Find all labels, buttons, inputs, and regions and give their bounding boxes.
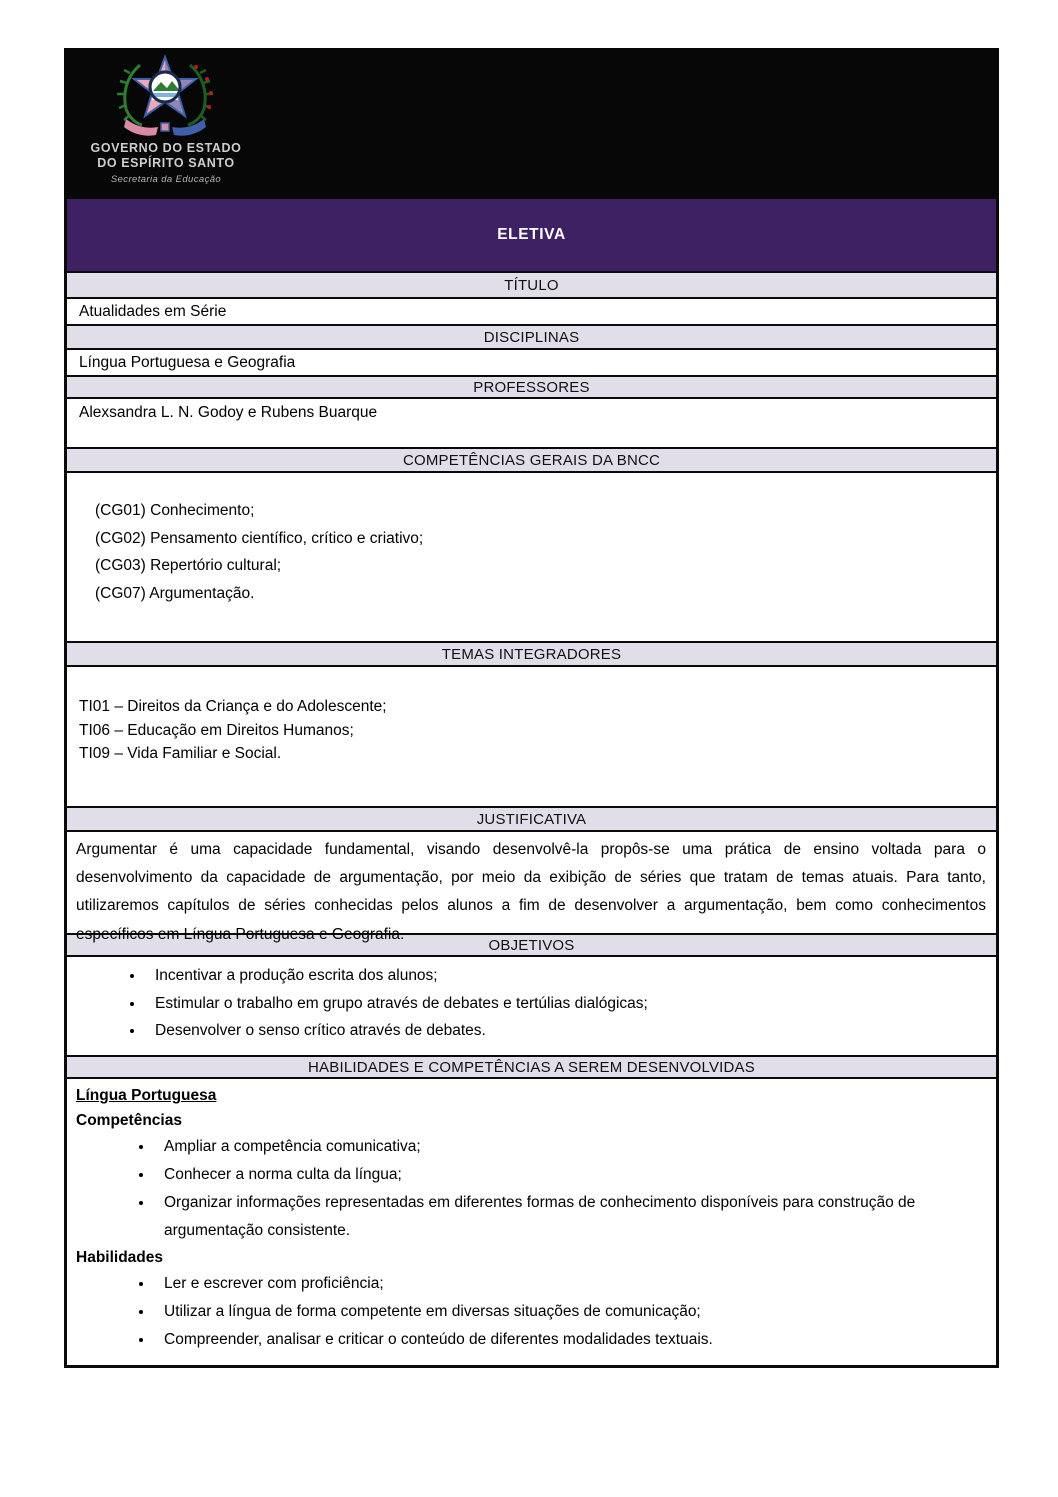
espirito-santo-coat-of-arms-icon [110, 53, 220, 141]
bncc-item: (CG03) Repertório cultural; [95, 557, 282, 574]
objetivos-content [67, 955, 996, 1055]
habilidade-item: • Compreender, analisar e criticar o conteúdo de diferentes modalidades textuais. [154, 1326, 978, 1354]
document-title-banner: ELETIVA [67, 199, 996, 271]
government-name-line1: GOVERNO DO ESTADO [90, 141, 242, 155]
competencia-item: • Ampliar a competência comunicativa; [154, 1133, 978, 1161]
bncc-item: (CG02) Pensamento científico, crítico e criativo; [95, 529, 424, 547]
professores-value: Alexsandra L. N. Godoy e Rubens Buarque [67, 397, 996, 447]
letterhead-text [70, 141, 262, 186]
justificativa-paragraph: Argumentar é uma capacidade fundamental, visando desenvolvê-la propôs-se uma prática de ensino voltada para o desenvolvimento da capacidade de argumentação, por meio da exibição de séries que tratam de temas atuais. Para tanto, utilizaremos capítulos de séries conhecidas pelos alunos a fim de desenvolver a argumentação, bem como conhecimentos específicos em Língua Portuguesa e Geografia. [76, 841, 986, 943]
objetivo-item: • Incentivar a produção escrita dos alunos; [145, 962, 980, 990]
objetivos-list [67, 962, 986, 1045]
secretaria-label: Secretaria da Educação [110, 174, 222, 185]
section-header-bncc: COMPETÊNCIAS GERAIS DA BNCC [67, 447, 996, 471]
bncc-item: (CG07) Argumentação. [95, 584, 255, 602]
subject-heading: Língua Portuguesa [76, 1087, 217, 1104]
habilidade-item: • Ler e escrever com proficiência; [154, 1270, 978, 1298]
justificativa-content [67, 830, 996, 943]
habilidade-item: • Utilizar a língua de forma competente em diversas situações de comunicação; [154, 1298, 978, 1326]
government-name-line2: DO ESPÍRITO SANTO [97, 155, 235, 170]
section-header-professores: PROFESSORES [67, 375, 996, 397]
tema-item: TI06 – Educação em Direitos Humanos; [79, 721, 354, 739]
titulo-value: Atualidades em Série [67, 297, 996, 324]
competencia-item: • Conhecer a norma culta da língua; [154, 1161, 978, 1189]
tema-item: TI01 – Direitos da Criança e do Adolescente; [79, 698, 387, 715]
habilidades-content [67, 1077, 996, 1365]
competencias-label: Competências [76, 1112, 182, 1129]
section-header-temas: TEMAS INTEGRADORES [67, 641, 996, 665]
competencia-item: • Organizar informações representadas em diferentes formas de conhecimento disponíveis para construção de argumentação consistente. [154, 1189, 978, 1245]
letterhead [64, 48, 999, 196]
bncc-content [67, 471, 996, 641]
course-plan-table [64, 196, 999, 1368]
section-header-habilidades: HABILIDADES E COMPETÊNCIAS A SEREM DESENVOLVIDAS [67, 1055, 996, 1077]
objetivo-item: • Estimular o trabalho em grupo através de debates e tertúlias dialógicas; [145, 990, 980, 1018]
habilidades-label: Habilidades [76, 1249, 163, 1266]
objetivo-item: • Desenvolver o senso crítico através de debates. [145, 1017, 980, 1045]
section-header-objetivos: OBJETIVOS [67, 933, 996, 955]
habilidades-list [76, 1270, 984, 1354]
disciplinas-value: Língua Portuguesa e Geografia [67, 348, 996, 375]
competencias-list [76, 1133, 984, 1245]
bncc-item: (CG01) Conhecimento; [95, 502, 255, 519]
temas-content [67, 665, 996, 806]
section-header-disciplinas: DISCIPLINAS [67, 324, 996, 348]
section-header-titulo: TÍTULO [67, 271, 996, 297]
section-header-justificativa: JUSTIFICATIVA [67, 806, 996, 830]
tema-item: TI09 – Vida Familiar e Social. [79, 745, 282, 762]
